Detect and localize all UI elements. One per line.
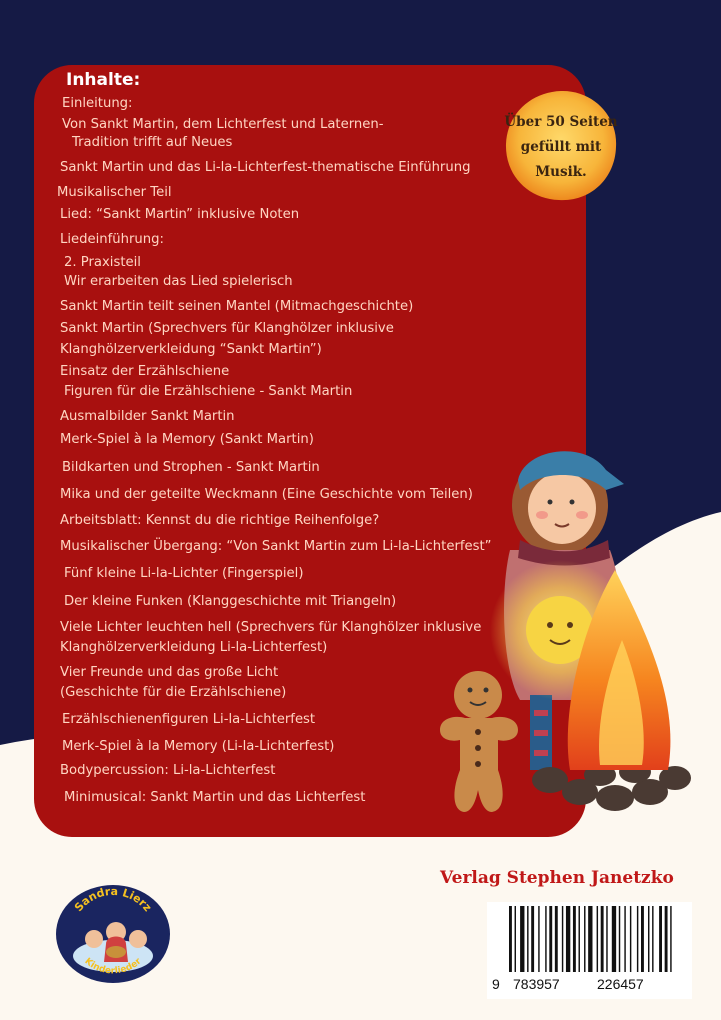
toc-line: Sankt Martin und das Li-la-Lichterfest-thematische Einführung [60, 160, 471, 175]
barcode-bar [606, 906, 607, 972]
barcode-bar [520, 906, 524, 972]
barcode-bar [652, 906, 653, 972]
barcode-bar [588, 906, 592, 972]
toc-line: Sankt Martin teilt seinen Mantel (Mitmachgeschichte) [60, 299, 414, 314]
barcode-group-2: 226457 [597, 976, 644, 992]
badge-line: Über 50 Seiten [504, 114, 618, 130]
badge-text [502, 110, 620, 185]
barcode-bar [641, 906, 644, 972]
barcode-bar [515, 906, 516, 972]
barcode-bar [562, 906, 563, 972]
barcode-group-1: 783957 [513, 976, 560, 992]
toc-line: Ausmalbilder Sankt Martin [60, 409, 235, 424]
barcode-bar [624, 906, 625, 972]
toc-line: Sankt Martin (Sprechvers für Klanghölzer inklusive [60, 321, 394, 336]
barcode-bar [579, 906, 580, 972]
toc-line: Lied: “Sankt Martin” inklusive Noten [60, 207, 300, 222]
toc-line: Der kleine Funken (Klanggeschichte mit Triangeln) [64, 594, 397, 609]
toc-line: Merk-Spiel à la Memory (Li-la-Lichterfest) [62, 739, 335, 754]
toc-line: Merk-Spiel à la Memory (Sankt Martin) [60, 432, 314, 447]
barcode-bar [555, 906, 558, 972]
toc-line: Erzählschienenfiguren Li-la-Lichterfest [62, 712, 316, 727]
lantern-child-illustration [410, 440, 710, 840]
barcode-bar [659, 906, 662, 972]
toc-line: Tradition trifft auf Neues [72, 135, 233, 150]
barcode-bar [630, 906, 631, 972]
barcode-bar [637, 906, 638, 972]
barcode-bar [531, 906, 534, 972]
child-face [528, 472, 596, 544]
toc-line: Einsatz der Erzählschiene [60, 364, 230, 379]
toc-line: Klanghölzerverkleidung Li-la-Lichterfest) [60, 640, 328, 655]
barcode-bar [566, 906, 570, 972]
toc-line: Von Sankt Martin, dem Lichterfest und Laternen- [62, 117, 384, 132]
barcode-bar [597, 906, 598, 972]
toc-line: 2. Praxisteil [64, 255, 141, 270]
toc-line: Bildkarten und Strophen - Sankt Martin [62, 460, 320, 475]
toc-line: Vier Freunde und das große Licht [60, 665, 279, 680]
logo-bottom-text: Kinderlieder [82, 956, 144, 977]
toc-line: Figuren für die Erzählschiene - Sankt Martin [64, 384, 353, 399]
toc-line: (Geschichte für die Erzählschiene) [60, 685, 287, 700]
barcode-bar [527, 906, 528, 972]
barcode-bar [665, 906, 668, 972]
badge-line: gefüllt mit [520, 139, 602, 155]
toc-line: Minimusical: Sankt Martin und das Lichterfest [64, 790, 366, 805]
gingerbread-man [440, 671, 518, 812]
badge-line: Musik. [535, 164, 587, 180]
barcode-bar [601, 906, 604, 972]
toc-line: Musikalischer Teil [57, 185, 172, 200]
barcode-bar [584, 906, 585, 972]
toc-line: Klanghölzerverkleidung “Sankt Martin”) [60, 342, 322, 357]
barcode-bar [612, 906, 616, 972]
barcode-bar [549, 906, 552, 972]
barcode-bar [670, 906, 671, 972]
contents-heading: Inhalte: [66, 70, 141, 90]
toc-line: Bodypercussion: Li-la-Lichterfest [60, 763, 276, 778]
toc-line: Einleitung: [62, 96, 133, 111]
barcode-bar [538, 906, 539, 972]
barcode-bar [648, 906, 649, 972]
sandra-lierz-logo [54, 884, 172, 984]
barcode-bar [619, 906, 620, 972]
toc-line: Liedeinführung: [60, 232, 164, 247]
toc-line: Arbeitsblatt: Kennst du die richtige Reihenfolge? [60, 513, 380, 528]
barcode-bar [573, 906, 576, 972]
publisher-name: Verlag Stephen Janetzko [440, 868, 674, 888]
toc-line: Wir erarbeiten das Lied spielerisch [64, 274, 293, 289]
logo-top-text: Sandra Lierz [71, 884, 155, 915]
toc-line: Mika und der geteilte Weckmann (Eine Geschichte vom Teilen) [60, 487, 473, 502]
toc-line: Musikalischer Übergang: “Von Sankt Martin zum Li-la-Lichterfest” [60, 539, 492, 554]
toc-line: Fünf kleine Li-la-Lichter (Fingerspiel) [64, 566, 304, 581]
barcode-bar [509, 906, 512, 972]
toc-line: Viele Lichter leuchten hell (Sprechvers für Klanghölzer inklusive [60, 620, 482, 635]
barcode-first-digit: 9 [492, 976, 500, 992]
barcode-bar [545, 906, 546, 972]
